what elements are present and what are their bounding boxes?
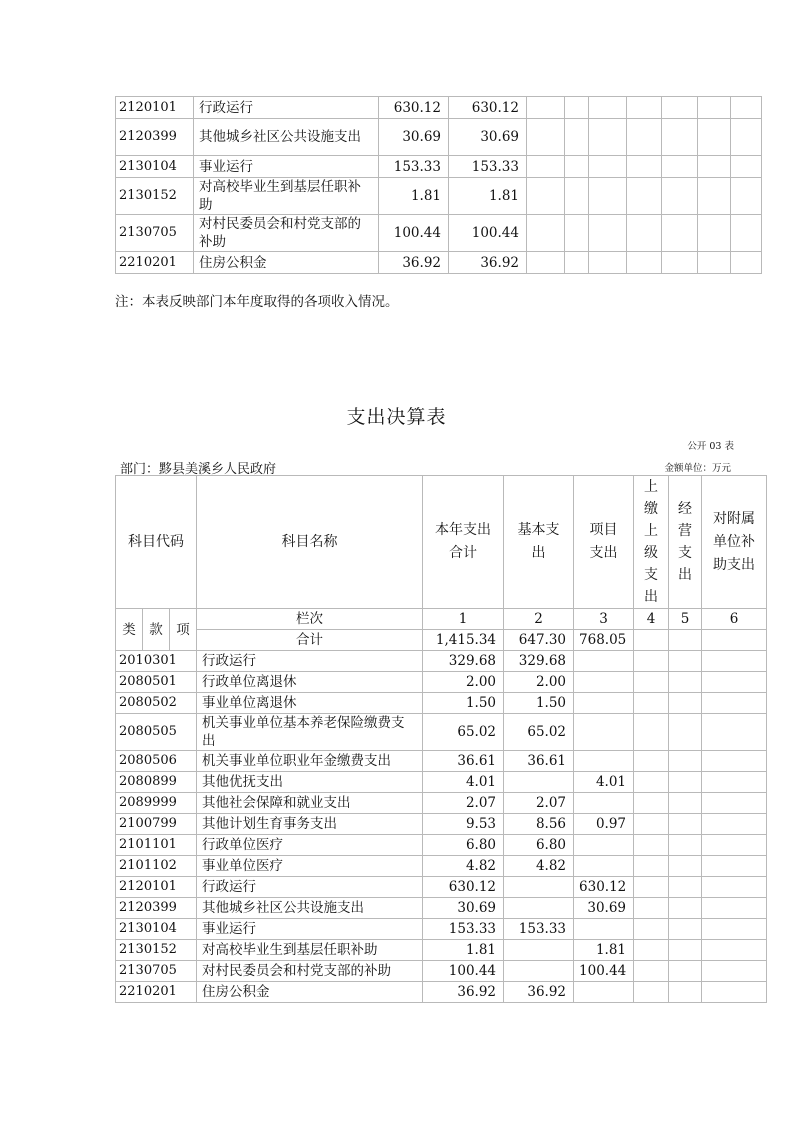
expenditure-table [115, 475, 767, 1003]
amount-sub: 36.92 [449, 252, 527, 274]
amount-basic: 4.82 [504, 856, 574, 877]
amount-total: 329.68 [423, 651, 504, 672]
amount-project: 0.97 [574, 814, 634, 835]
table-row [116, 97, 762, 119]
header-kuan: 款 [143, 609, 170, 651]
table-row [116, 856, 767, 877]
amount-project [574, 693, 634, 714]
amount-project: 1.81 [574, 940, 634, 961]
subject-code: 2010301 [116, 651, 197, 672]
subject-name: 行政运行 [194, 97, 379, 119]
header-total: 本年支出合计 [423, 476, 504, 609]
subject-code: 2080505 [116, 714, 197, 751]
amount-project: 4.01 [574, 772, 634, 793]
table-row [116, 877, 767, 898]
amount-project: 630.12 [574, 877, 634, 898]
amount-total: 36.92 [379, 252, 449, 274]
header-project: 项目支出 [574, 476, 634, 609]
amount-project [574, 919, 634, 940]
amount-project: 30.69 [574, 898, 634, 919]
amount-project [574, 835, 634, 856]
table-row [116, 156, 762, 178]
table-row [116, 693, 767, 714]
column-number: 1 [423, 609, 504, 630]
subject-name: 行政单位医疗 [197, 835, 423, 856]
table-row [116, 252, 762, 274]
amount-sub: 30.69 [449, 119, 527, 156]
amount-basic: 1.50 [504, 693, 574, 714]
amount-basic: 2.00 [504, 672, 574, 693]
table-row [116, 751, 767, 772]
amount-project [574, 672, 634, 693]
amount-project [574, 982, 634, 1003]
subject-name: 行政单位离退休 [197, 672, 423, 693]
amount-basic [504, 898, 574, 919]
table-row [116, 961, 767, 982]
header-business: 经营支出 [669, 476, 702, 609]
subject-code: 2101102 [116, 856, 197, 877]
amount-total: 65.02 [423, 714, 504, 751]
subject-name: 机关事业单位职业年金缴费支出 [197, 751, 423, 772]
subject-code: 2080501 [116, 672, 197, 693]
amount-project [574, 651, 634, 672]
subject-name: 其他计划生育事务支出 [197, 814, 423, 835]
subject-code: 2210201 [116, 252, 194, 274]
amount-total: 100.44 [379, 215, 449, 252]
department-label: 部门：黟县美溪乡人民政府 [120, 462, 277, 477]
amount-total: 153.33 [423, 919, 504, 940]
subject-name: 行政运行 [197, 877, 423, 898]
header-lei: 类 [116, 609, 143, 651]
table-row [116, 898, 767, 919]
amount-total: 9.53 [423, 814, 504, 835]
table-row [116, 919, 767, 940]
amount-sub: 630.12 [449, 97, 527, 119]
sum-basic: 647.30 [504, 630, 574, 651]
amount-total: 630.12 [423, 877, 504, 898]
table-row [116, 651, 767, 672]
amount-basic [504, 877, 574, 898]
subject-code: 2080899 [116, 772, 197, 793]
subject-code: 2120399 [116, 119, 194, 156]
unit-label: 金额单位：万元 [664, 463, 731, 474]
amount-total: 30.69 [423, 898, 504, 919]
table-row [116, 714, 767, 751]
amount-basic: 329.68 [504, 651, 574, 672]
table-note: 注：本表反映部门本年度取得的各项收入情况。 [115, 294, 399, 310]
column-number: 4 [634, 609, 669, 630]
subject-code: 2130705 [116, 961, 197, 982]
subject-name: 对村民委员会和村党支部的补助 [194, 215, 379, 252]
income-table-continued [115, 96, 762, 274]
table-row [116, 940, 767, 961]
amount-total: 6.80 [423, 835, 504, 856]
column-number: 3 [574, 609, 634, 630]
amount-basic [504, 961, 574, 982]
table-code: 公开 03 表 [687, 441, 734, 452]
amount-project [574, 793, 634, 814]
amount-project [574, 714, 634, 751]
table-row [116, 982, 767, 1003]
amount-project: 100.44 [574, 961, 634, 982]
sum-row [116, 630, 767, 651]
amount-total: 1.50 [423, 693, 504, 714]
subject-name: 其他优抚支出 [197, 772, 423, 793]
subject-name: 对高校毕业生到基层任职补助 [197, 940, 423, 961]
header-code: 科目代码 [116, 476, 197, 609]
amount-total: 2.07 [423, 793, 504, 814]
subject-name: 对村民委员会和村党支部的补助 [197, 961, 423, 982]
amount-total: 1.81 [379, 178, 449, 215]
column-number: 2 [504, 609, 574, 630]
amount-sub: 100.44 [449, 215, 527, 252]
amount-project [574, 856, 634, 877]
subject-code: 2130104 [116, 919, 197, 940]
subject-name: 事业单位离退休 [197, 693, 423, 714]
amount-basic: 65.02 [504, 714, 574, 751]
subject-code: 2080506 [116, 751, 197, 772]
subject-name: 住房公积金 [194, 252, 379, 274]
sum-total: 1,415.34 [423, 630, 504, 651]
subject-code: 2210201 [116, 982, 197, 1003]
subject-code: 2130152 [116, 178, 194, 215]
subject-code: 2120101 [116, 877, 197, 898]
subject-code: 2080502 [116, 693, 197, 714]
column-number-row [116, 609, 767, 630]
subject-code: 2089999 [116, 793, 197, 814]
table-row [116, 814, 767, 835]
subject-name: 住房公积金 [197, 982, 423, 1003]
subject-name: 行政运行 [197, 651, 423, 672]
table-row [116, 178, 762, 215]
amount-basic: 8.56 [504, 814, 574, 835]
header-xiang: 项 [170, 609, 197, 651]
amount-total: 630.12 [379, 97, 449, 119]
amount-basic: 153.33 [504, 919, 574, 940]
subject-name: 其他城乡社区公共设施支出 [197, 898, 423, 919]
amount-total: 4.01 [423, 772, 504, 793]
header-row [116, 476, 767, 609]
table-row [116, 215, 762, 252]
header-subsidy: 对附属单位补助支出 [702, 476, 767, 609]
subject-code: 2100799 [116, 814, 197, 835]
amount-total: 2.00 [423, 672, 504, 693]
table-row [116, 793, 767, 814]
amount-basic: 2.07 [504, 793, 574, 814]
amount-sub: 1.81 [449, 178, 527, 215]
subject-name: 对高校毕业生到基层任职补助 [194, 178, 379, 215]
subject-name: 事业单位医疗 [197, 856, 423, 877]
amount-project [574, 751, 634, 772]
amount-total: 36.61 [423, 751, 504, 772]
subject-code: 2101101 [116, 835, 197, 856]
header-name: 科目名称 [197, 476, 423, 609]
amount-total: 100.44 [423, 961, 504, 982]
subject-name: 机关事业单位基本养老保险缴费支出 [197, 714, 423, 751]
header-upper: 上缴上级支出 [634, 476, 669, 609]
subject-name: 其他社会保障和就业支出 [197, 793, 423, 814]
amount-basic: 6.80 [504, 835, 574, 856]
amount-total: 153.33 [379, 156, 449, 178]
amount-total: 30.69 [379, 119, 449, 156]
subject-code: 2120101 [116, 97, 194, 119]
column-number: 6 [702, 609, 767, 630]
sum-project: 768.05 [574, 630, 634, 651]
amount-basic: 36.61 [504, 751, 574, 772]
subject-code: 2130152 [116, 940, 197, 961]
amount-total: 1.81 [423, 940, 504, 961]
amount-sub: 153.33 [449, 156, 527, 178]
header-basic: 基本支出 [504, 476, 574, 609]
amount-basic [504, 772, 574, 793]
subject-name: 事业运行 [194, 156, 379, 178]
column-label: 栏次 [197, 609, 423, 630]
table-row [116, 672, 767, 693]
amount-total: 36.92 [423, 982, 504, 1003]
subject-name: 事业运行 [197, 919, 423, 940]
sum-label: 合计 [197, 630, 423, 651]
subject-name: 其他城乡社区公共设施支出 [194, 119, 379, 156]
column-number: 5 [669, 609, 702, 630]
table-row [116, 772, 767, 793]
amount-basic: 36.92 [504, 982, 574, 1003]
table-row [116, 119, 762, 156]
page-title: 支出决算表 [346, 406, 447, 428]
subject-code: 2130705 [116, 215, 194, 252]
table-row [116, 835, 767, 856]
subject-code: 2120399 [116, 898, 197, 919]
amount-basic [504, 940, 574, 961]
amount-total: 4.82 [423, 856, 504, 877]
subject-code: 2130104 [116, 156, 194, 178]
